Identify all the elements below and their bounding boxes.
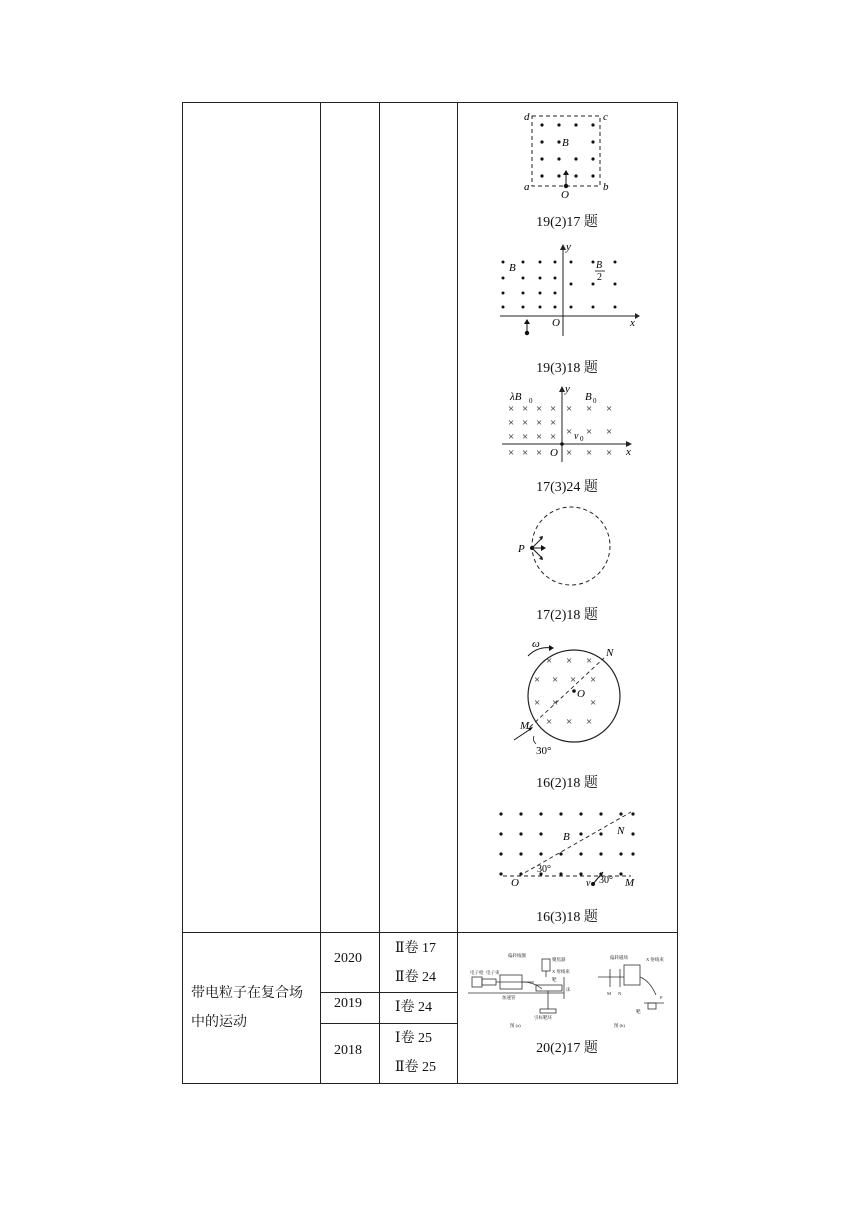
year-2020: 2020 [334, 951, 362, 966]
year-sep-1 [320, 992, 457, 993]
svg-text:×: × [534, 674, 541, 686]
figure-17-3-24 [500, 384, 640, 464]
label-x: x [630, 317, 635, 329]
svg-text:×: × [550, 431, 557, 443]
label-M: M [520, 720, 530, 732]
svg-text:×: × [586, 716, 593, 728]
col-sep-1 [320, 102, 321, 1084]
svg-text:×: × [586, 403, 593, 415]
svg-text:×: × [522, 431, 529, 443]
apparatus-caption-a: 图 (a) [510, 1023, 521, 1028]
figure-17-2-18 [512, 504, 622, 590]
label-P: P [518, 543, 525, 555]
apparatus-label-7: 靶 [552, 977, 557, 982]
svg-text:×: × [566, 403, 573, 415]
svg-text:×: × [590, 697, 597, 709]
apparatus-label-b4: N [618, 991, 622, 996]
label-v: v [586, 878, 591, 889]
label-O: O [511, 877, 519, 889]
svg-text:×: × [546, 655, 553, 667]
label-O: O [552, 317, 560, 329]
label-B-half-num: B [596, 260, 603, 271]
apparatus-caption-b: 图 (b) [614, 1023, 625, 1028]
year-2018: 2018 [334, 1043, 362, 1058]
svg-text:×: × [536, 417, 543, 429]
row-sep [182, 932, 678, 933]
label-lambda-B0: λB [510, 391, 522, 403]
label-d: d [524, 111, 530, 123]
apparatus-label-5: 聚焦器 [552, 957, 566, 962]
svg-text:×: × [522, 447, 529, 459]
label-x: x [626, 446, 631, 458]
caption-20-2-17: 20(2)17 题 [536, 1041, 598, 1056]
col-sep-3 [457, 102, 458, 1084]
label-angle-1: 30° [537, 864, 551, 875]
svg-text:×: × [546, 716, 553, 728]
apparatus-label-b3: M [607, 991, 612, 996]
svg-text:×: × [566, 447, 573, 459]
label-B-half-den: 2 [597, 272, 602, 283]
label-N: N [606, 647, 614, 659]
svg-text:×: × [522, 403, 529, 415]
topic-line-2: 中的运动 [191, 1015, 247, 1030]
svg-text:×: × [508, 403, 515, 415]
label-lambda-B0-sub: 0 [529, 397, 533, 405]
svg-text:×: × [606, 426, 613, 438]
label-b: b [603, 181, 609, 193]
label-v0-sub: 0 [580, 435, 584, 443]
svg-text:×: × [536, 431, 543, 443]
table-border-right [677, 102, 678, 1084]
question-2018-2: Ⅱ卷 25 [395, 1060, 437, 1075]
figure-19-2-17 [510, 108, 630, 200]
svg-text:×: × [522, 417, 529, 429]
col-sep-2 [379, 102, 380, 1084]
svg-text:×: × [606, 447, 613, 459]
caption-16-2-18: 16(2)18 题 [536, 776, 598, 791]
svg-text:×: × [586, 426, 593, 438]
apparatus-label-3: 偏转线圈 [508, 953, 526, 958]
label-B0: B [585, 391, 592, 403]
apparatus-label-b1: 偏转磁场 [610, 955, 628, 960]
question-2020-2: Ⅱ卷 24 [395, 970, 437, 985]
svg-text:×: × [550, 417, 557, 429]
year-2019: 2019 [334, 996, 362, 1011]
svg-text:×: × [552, 697, 559, 709]
apparatus-label-6: X 射线束 [552, 969, 570, 974]
label-a: a [524, 181, 530, 193]
apparatus-label-9: 引标靶环 [534, 1015, 552, 1020]
svg-text:×: × [570, 674, 577, 686]
caption-17-3-24: 17(3)24 题 [536, 480, 598, 495]
svg-text:×: × [536, 447, 543, 459]
svg-text:×: × [534, 697, 541, 709]
caption-16-3-18: 16(3)18 题 [536, 910, 598, 925]
figure-16-3-18 [495, 806, 645, 890]
label-B0-sub: 0 [593, 397, 597, 405]
question-2020-1: Ⅱ卷 17 [395, 941, 437, 956]
label-omega: ω [532, 638, 540, 650]
label-angle-2: 30° [599, 875, 613, 886]
figure-16-2-18 [508, 636, 638, 760]
svg-text:×: × [586, 447, 593, 459]
topic-line-1: 带电粒子在复合场 [191, 986, 303, 1001]
svg-text:×: × [550, 403, 557, 415]
caption-19-2-17: 19(2)17 题 [536, 215, 598, 230]
svg-text:×: × [566, 716, 573, 728]
label-M: M [625, 877, 635, 889]
svg-text:×: × [536, 403, 543, 415]
label-B: B [562, 137, 569, 149]
label-N: N [617, 825, 625, 837]
label-v0: v [574, 431, 579, 442]
apparatus-label-1: 电子枪 [470, 970, 484, 975]
label-O: O [550, 447, 558, 459]
svg-text:×: × [552, 674, 559, 686]
figure-20-2-17 [464, 947, 676, 1029]
question-2018-1: Ⅰ卷 25 [395, 1031, 433, 1046]
table-border-bottom [182, 1083, 678, 1084]
label-B: B [563, 831, 570, 843]
year-sep-2 [320, 1023, 457, 1024]
table-border-top [182, 102, 678, 103]
caption-19-3-18: 19(3)18 题 [536, 361, 598, 376]
apparatus-label-2: 电子束 [486, 970, 500, 975]
apparatus-label-8: 床 [566, 987, 571, 992]
apparatus-label-b6: P [660, 995, 663, 1000]
label-O: O [561, 189, 569, 200]
label-y: y [566, 241, 571, 253]
svg-text:×: × [590, 674, 597, 686]
svg-text:×: × [606, 403, 613, 415]
label-y: y [565, 384, 570, 395]
label-B: B [509, 262, 516, 274]
svg-text:×: × [566, 655, 573, 667]
apparatus-label-4: 加速管 [502, 995, 516, 1000]
question-2019-1: Ⅰ卷 24 [395, 1000, 433, 1015]
svg-text:×: × [586, 655, 593, 667]
svg-text:×: × [508, 447, 515, 459]
caption-17-2-18: 17(2)18 题 [536, 608, 598, 623]
apparatus-label-b5: 靶 [636, 1009, 641, 1014]
figure-19-3-18 [495, 240, 645, 340]
svg-text:×: × [508, 417, 515, 429]
apparatus-label-b2: X 射线束 [646, 957, 664, 962]
table-border-left [182, 102, 183, 1084]
label-angle: 30° [536, 745, 552, 757]
svg-text:×: × [566, 426, 573, 438]
svg-text:×: × [508, 431, 515, 443]
label-O: O [577, 688, 585, 700]
label-c: c [603, 111, 608, 123]
